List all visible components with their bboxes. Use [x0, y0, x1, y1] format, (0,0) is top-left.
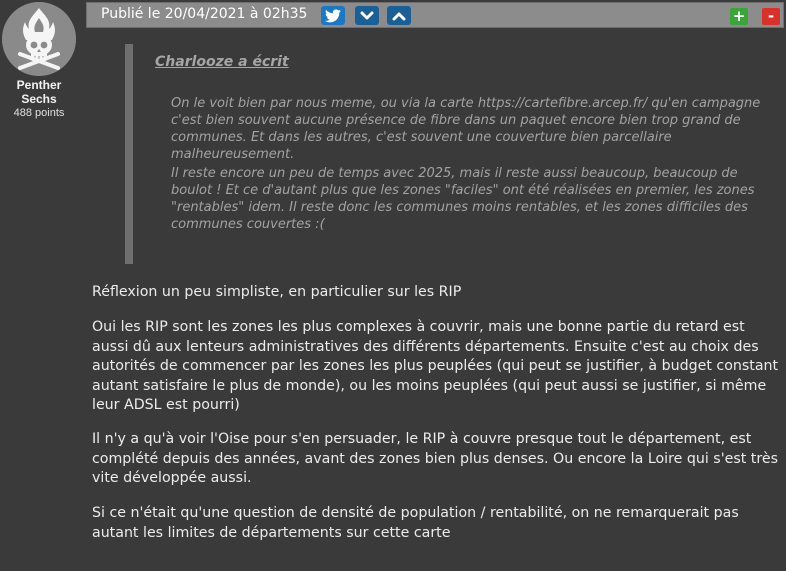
scroll-up-button[interactable] — [387, 6, 411, 25]
author-name[interactable] — [0, 78, 78, 106]
post-paragraph: Si ce n'était qu'une question de densité de population / rentabilité, on ne remarquerait pas autant les limites de départements sur cette carte — [92, 505, 739, 541]
upvote-button[interactable]: + — [730, 8, 748, 25]
post-header — [86, 2, 784, 28]
author-name-line1: Penther — [16, 78, 62, 92]
quote-paragraph: On le voit bien par nous meme, ou via la carte https://cartefibre.arcep.fr/ qu'en campagne c'est bien souvent aucune présence de fibre dans un paquet encore bien trop grand de communes. Et dans les autres, c'est souvent une couverture bien parcellaire malheureusement. — [171, 96, 761, 162]
post-paragraph: Il n'y a qu'à voir l'Oise pour s'en persuader, le RIP à couvre presque tout le département, est complété depuis des années, avant des zones bien plus denses. Ou encore la Loire qui s'est très vite développée aussi. — [92, 431, 778, 486]
author-points: 488 points — [13, 107, 65, 119]
author-name-line2: Sechs — [21, 92, 57, 106]
downvote-button[interactable]: - — [762, 8, 780, 25]
skull-flame-icon — [2, 2, 76, 76]
author-sidebar — [0, 0, 78, 571]
twitter-icon — [325, 9, 341, 23]
avatar[interactable] — [2, 2, 76, 76]
chevron-down-icon — [360, 11, 374, 21]
twitter-share-button[interactable] — [321, 6, 345, 25]
post-paragraph: Oui les RIP sont les zones les plus complexes à couvrir, mais une bonne partie du retard est aussi dû aux lenteurs administratives des différents départements. Ensuite c'est au choix des autorités de commencer par les zones les plus peuplées (qui peut se justifier, à budget constant autant satisfaire le plus de monde), ou les moins peuplées (qui peut aussi se justifier, si même leur ADSL est pourri) — [92, 319, 779, 413]
publish-date: Publié le 20/04/2021 à 02h35 — [101, 6, 308, 22]
quote-paragraph: Il reste encore un peu de temps avec 2025, mais il reste aussi beaucoup, beaucoup de boulot ! Et ce d'autant plus que les zones "faciles" ont été réalisées en premier, les zones "rentables" idem. Il reste donc les communes moins rentables, et les zones difficiles des communes couvertes :( — [171, 166, 755, 232]
chevron-up-icon — [392, 11, 406, 21]
quote-block — [125, 44, 776, 264]
quote-author-link[interactable]: Charlooze a écrit — [155, 54, 289, 70]
scroll-down-button[interactable] — [355, 6, 379, 25]
post-paragraph: Réflexion un peu simpliste, en particulier sur les RIP — [92, 284, 462, 300]
